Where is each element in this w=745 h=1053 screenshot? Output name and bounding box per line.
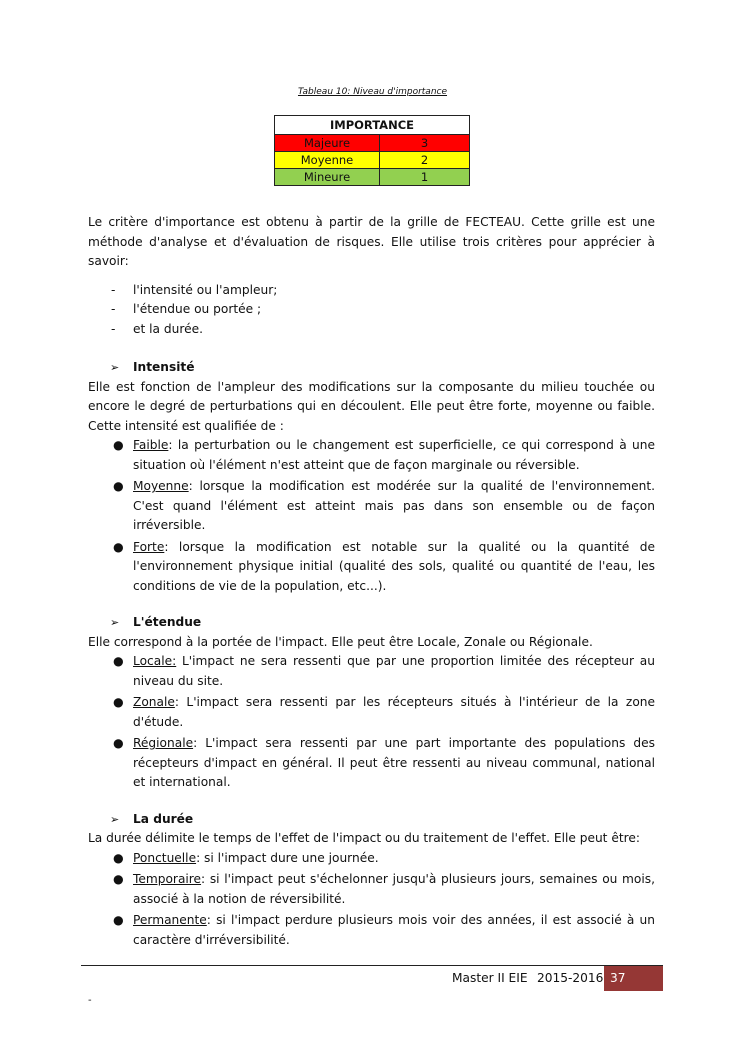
bullet-icon: ● (113, 850, 124, 865)
bullet-list (88, 436, 655, 596)
footer-mark: - (88, 995, 92, 1006)
section-heading-duree: ➢ La durée (88, 810, 655, 830)
table-row (275, 152, 470, 169)
arrow-icon: ➢ (110, 361, 120, 374)
term: Forte (133, 539, 165, 554)
list-item: ● Faible: la perturbation ou le changement est superficielle, ce qui correspond à une situation où l'élément n'est atteint que de façon marginale ou réversible. (113, 438, 655, 472)
table-row (275, 135, 470, 152)
bullet-list (88, 849, 655, 951)
bullet-list (88, 652, 655, 793)
table-cell-value: 2 (380, 152, 470, 169)
footer-years: 2015-2016 (537, 971, 604, 985)
list-item: ● Locale: L'impact ne sera ressenti que par une proportion limitée des récepteur au niveau du site. (113, 654, 655, 688)
term: Moyenne (133, 479, 189, 493)
bullet-icon: ● (113, 736, 124, 750)
list-item: ● Temporaire: si l'impact peut s'échelonner jusqu'à plusieurs jours, semaines ou mois, associé à la notion de réversibilité. (113, 872, 655, 906)
bullet-icon: ● (113, 872, 124, 886)
dash-icon: - (111, 321, 116, 336)
footer-program: Master II EIE (452, 971, 528, 985)
list-item: ● Ponctuelle: si l'impact dure une journée. (88, 849, 655, 869)
term: Zonale (133, 695, 175, 709)
bullet-icon: ● (113, 479, 124, 493)
term: Faible (133, 438, 169, 452)
list-item: ● Moyenne: lorsque la modification est modérée sur la qualité de l'environnement. C'est quand l'élément est atteint mais pas dans son ensemble ou de façon irréversible. (113, 479, 655, 532)
list-item: ● Zonale: L'impact sera ressenti par les récepteurs situés à l'intérieur de la zone d'étude. (113, 695, 655, 729)
table-header: IMPORTANCE (275, 116, 470, 135)
list-item: - l'étendue ou portée ; (88, 300, 655, 320)
term: Locale: (133, 654, 177, 668)
bullet-icon: ● (113, 913, 124, 927)
table-cell-value: 3 (380, 135, 470, 152)
list-item: ● Régionale: L'impact sera ressenti par une part importante des populations des récepteurs d'impact en général. Il peut être ressenti au niveau communal, national et international. (113, 736, 655, 789)
term: Permanente (133, 913, 207, 927)
importance-table (274, 115, 470, 186)
bullet-icon: ● (113, 654, 124, 668)
table-cell-label: Mineure (275, 169, 380, 186)
term: Ponctuelle (133, 850, 197, 865)
criteria-list (88, 281, 655, 340)
section-text: Elle correspond à la portée de l'impact. Elle peut être Locale, Zonale ou Régionale. (88, 634, 593, 649)
footer-divider (81, 965, 663, 966)
dash-icon: - (111, 282, 116, 297)
table-cell-label: Moyenne (275, 152, 380, 169)
table-cell-value: 1 (380, 169, 470, 186)
intro-paragraph: Le critère d'importance est obtenu à partir de la grille de FECTEAU. Cette grille est une méthode d'analyse et d'évaluation de risques. Elle utilise trois critères pour apprécier à savoir: (88, 215, 655, 268)
dash-icon: - (111, 302, 116, 316)
section-text: Elle est fonction de l'ampleur des modifications sur la composante du milieu touchée ou encore le degré de perturbations qui en découlent. Elle peut être forte, moyenne ou faible. Cette intensité est qualifiée de : (88, 379, 655, 433)
bullet-icon: ● (113, 438, 124, 452)
list-item: ● Forte: lorsque la modification est notable sur la qualité ou la quantité de l'environnement physique initial (qualité des sols, qualité ou quantité de l'eau, les conditions de vie de la population, etc...). (113, 539, 655, 593)
term: Temporaire (133, 872, 202, 886)
document-body (88, 213, 655, 952)
section-heading-intensite: ➢ Intensité (88, 358, 655, 378)
section-heading-etendue: ➢ L'étendue (88, 613, 655, 633)
arrow-icon: ➢ (110, 616, 120, 629)
bullet-icon: ● (113, 539, 124, 554)
list-item: - l'intensité ou l'ampleur; (88, 281, 655, 301)
table-cell-label: Majeure (275, 135, 380, 152)
list-item: ● Permanente: si l'impact perdure plusieurs mois voir des années, il est associé à un caractère d'irréversibilité. (113, 913, 655, 947)
term: Régionale (133, 736, 194, 750)
table-row (275, 169, 470, 186)
table-caption: Tableau 10: Niveau d'importance (297, 87, 448, 97)
page-number-badge: 37 (604, 966, 663, 991)
bullet-icon: ● (113, 695, 124, 709)
section-text: La durée délimite le temps de l'effet de l'impact ou du traitement de l'effet. Elle peut être: (88, 831, 640, 845)
arrow-icon: ➢ (110, 812, 120, 826)
list-item: - et la durée. (88, 320, 655, 340)
